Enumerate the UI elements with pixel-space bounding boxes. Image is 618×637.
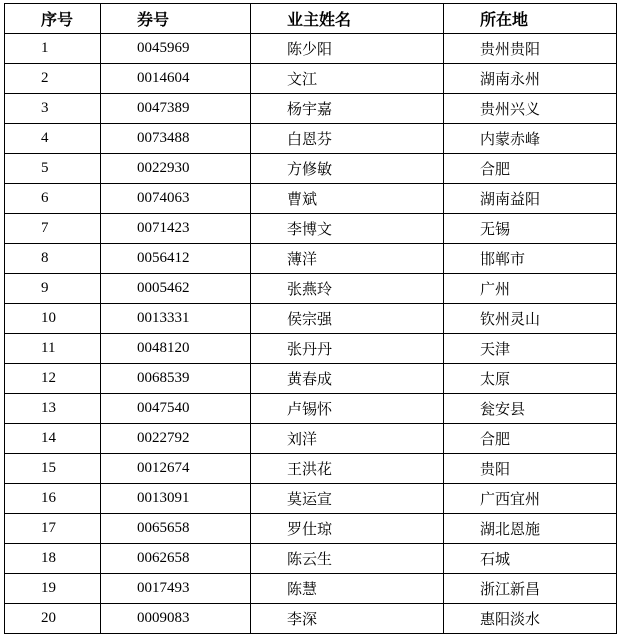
header-index: 序号 [5, 4, 101, 34]
cell-owner-name: 陈云生 [251, 544, 444, 574]
table-row [5, 454, 617, 484]
cell-index: 10 [5, 304, 101, 334]
cell-ticket-number: 0056412 [101, 244, 251, 274]
cell-ticket-number: 0009083 [101, 604, 251, 634]
cell-index: 4 [5, 124, 101, 154]
cell-owner-name: 李深 [251, 604, 444, 634]
cell-index: 3 [5, 94, 101, 124]
cell-index: 16 [5, 484, 101, 514]
cell-location: 无锡 [444, 214, 617, 244]
cell-ticket-number: 0022792 [101, 424, 251, 454]
table-row [5, 154, 617, 184]
cell-ticket-number: 0073488 [101, 124, 251, 154]
cell-index: 20 [5, 604, 101, 634]
cell-location: 广州 [444, 274, 617, 304]
cell-owner-name: 罗仕琼 [251, 514, 444, 544]
cell-ticket-number: 0047540 [101, 394, 251, 424]
cell-ticket-number: 0014604 [101, 64, 251, 94]
cell-owner-name: 文江 [251, 64, 444, 94]
cell-index: 5 [5, 154, 101, 184]
cell-owner-name: 方修敏 [251, 154, 444, 184]
cell-location: 合肥 [444, 154, 617, 184]
cell-owner-name: 杨宇嘉 [251, 94, 444, 124]
cell-index: 6 [5, 184, 101, 214]
cell-location: 湖南益阳 [444, 184, 617, 214]
cell-index: 1 [5, 34, 101, 64]
table-row [5, 544, 617, 574]
cell-index: 2 [5, 64, 101, 94]
cell-ticket-number: 0071423 [101, 214, 251, 244]
cell-ticket-number: 0005462 [101, 274, 251, 304]
cell-index: 7 [5, 214, 101, 244]
cell-index: 19 [5, 574, 101, 604]
cell-ticket-number: 0045969 [101, 34, 251, 64]
cell-location: 广西宜州 [444, 484, 617, 514]
cell-owner-name: 李博文 [251, 214, 444, 244]
cell-location: 浙江新昌 [444, 574, 617, 604]
cell-location: 贵州兴义 [444, 94, 617, 124]
header-location: 所在地 [444, 4, 617, 34]
cell-index: 9 [5, 274, 101, 304]
table-row [5, 124, 617, 154]
table-row [5, 64, 617, 94]
cell-location: 贵阳 [444, 454, 617, 484]
cell-index: 18 [5, 544, 101, 574]
table-row [5, 304, 617, 334]
cell-index: 11 [5, 334, 101, 364]
cell-owner-name: 曹斌 [251, 184, 444, 214]
cell-ticket-number: 0022930 [101, 154, 251, 184]
table-row [5, 364, 617, 394]
cell-ticket-number: 0013091 [101, 484, 251, 514]
cell-owner-name: 侯宗强 [251, 304, 444, 334]
cell-ticket-number: 0012674 [101, 454, 251, 484]
cell-location: 惠阳淡水 [444, 604, 617, 634]
cell-location: 湖北恩施 [444, 514, 617, 544]
cell-owner-name: 白恩芬 [251, 124, 444, 154]
table-row [5, 514, 617, 544]
cell-index: 17 [5, 514, 101, 544]
table-row [5, 244, 617, 274]
cell-owner-name: 薄洋 [251, 244, 444, 274]
cell-ticket-number: 0048120 [101, 334, 251, 364]
header-owner-name: 业主姓名 [251, 4, 444, 34]
table-row [5, 424, 617, 454]
cell-index: 14 [5, 424, 101, 454]
table-row [5, 574, 617, 604]
table-row [5, 334, 617, 364]
cell-location: 石城 [444, 544, 617, 574]
cell-ticket-number: 0013331 [101, 304, 251, 334]
cell-index: 15 [5, 454, 101, 484]
cell-owner-name: 刘洋 [251, 424, 444, 454]
cell-ticket-number: 0068539 [101, 364, 251, 394]
cell-owner-name: 莫运宣 [251, 484, 444, 514]
table-row [5, 214, 617, 244]
cell-location: 合肥 [444, 424, 617, 454]
cell-owner-name: 卢锡怀 [251, 394, 444, 424]
cell-location: 内蒙赤峰 [444, 124, 617, 154]
winners-table [4, 3, 617, 634]
cell-location: 邯郸市 [444, 244, 617, 274]
cell-owner-name: 陈少阳 [251, 34, 444, 64]
cell-owner-name: 黄春成 [251, 364, 444, 394]
table-row [5, 394, 617, 424]
cell-owner-name: 张燕玲 [251, 274, 444, 304]
table-row [5, 484, 617, 514]
cell-owner-name: 王洪花 [251, 454, 444, 484]
cell-location: 天津 [444, 334, 617, 364]
header-ticket-number: 券号 [101, 4, 251, 34]
cell-location: 瓮安县 [444, 394, 617, 424]
table-row [5, 274, 617, 304]
cell-owner-name: 陈慧 [251, 574, 444, 604]
table-row [5, 184, 617, 214]
table-row [5, 604, 617, 634]
cell-owner-name: 张丹丹 [251, 334, 444, 364]
cell-location: 钦州灵山 [444, 304, 617, 334]
cell-index: 13 [5, 394, 101, 424]
cell-location: 太原 [444, 364, 617, 394]
cell-ticket-number: 0017493 [101, 574, 251, 604]
table-header-row [5, 4, 617, 34]
cell-ticket-number: 0062658 [101, 544, 251, 574]
cell-ticket-number: 0065658 [101, 514, 251, 544]
table-row [5, 94, 617, 124]
cell-index: 12 [5, 364, 101, 394]
cell-location: 湖南永州 [444, 64, 617, 94]
cell-location: 贵州贵阳 [444, 34, 617, 64]
table-row [5, 34, 617, 64]
cell-ticket-number: 0074063 [101, 184, 251, 214]
cell-index: 8 [5, 244, 101, 274]
cell-ticket-number: 0047389 [101, 94, 251, 124]
